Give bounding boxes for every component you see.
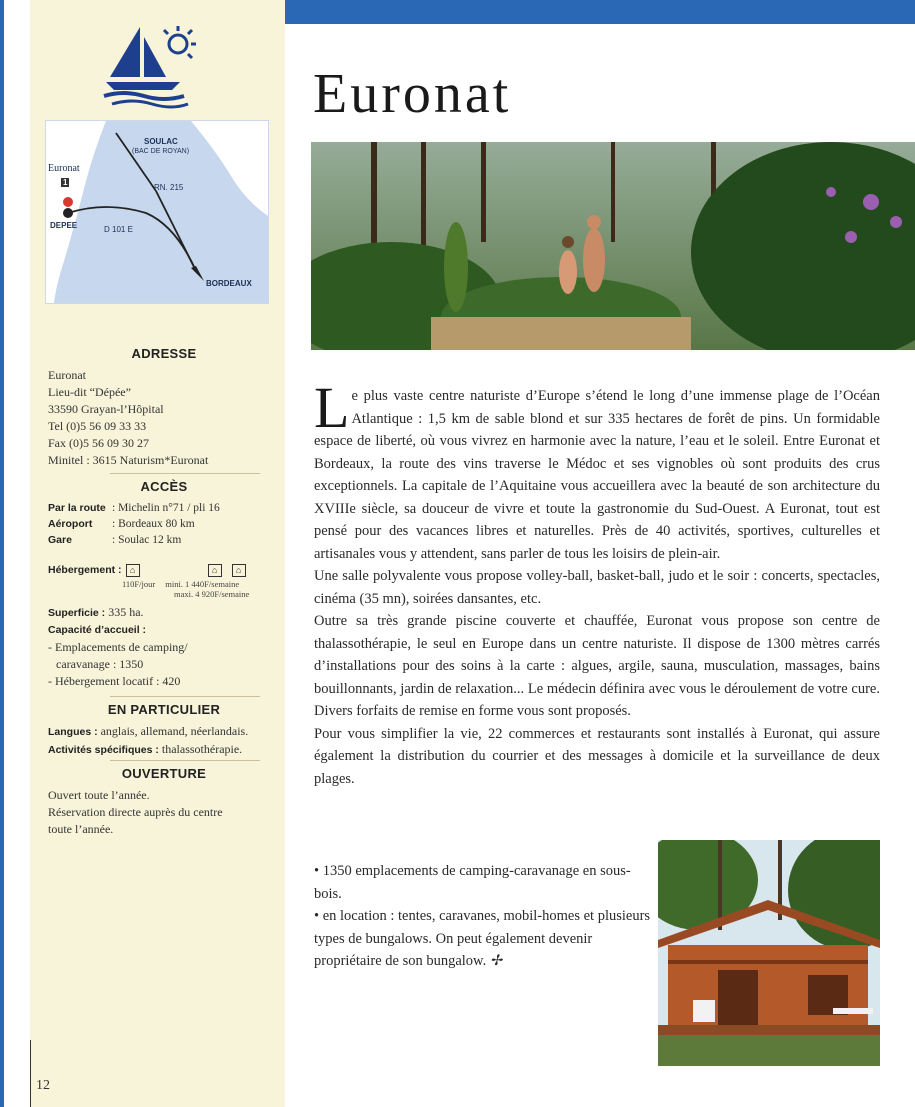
- adresse-line: Lieu-dit “Dépée”: [48, 385, 131, 399]
- particulier-heading: EN PARTICULIER: [107, 702, 221, 717]
- drop-cap: L: [314, 375, 350, 440]
- acces-key: Aéroport: [48, 518, 93, 530]
- adresse-line: Fax (0)5 56 09 30 27: [48, 436, 149, 450]
- adresse-line: Tel (0)5 56 09 33 33: [48, 419, 147, 433]
- ouverture-line: toute l’année.: [48, 822, 114, 836]
- price-weekly-max: maxi. 4 920F/semaine: [174, 589, 250, 599]
- acces-value: : Bordeaux 80 km: [112, 518, 195, 530]
- article-paragraph: Pour vous simplifier la vie, 22 commerces et restaurants sont installés à Euronat, qui assure également la distribution du courrier et des messages à domicile et la surveillance de deux plages.: [314, 725, 880, 787]
- langues-label: Langues :: [48, 726, 98, 738]
- bullet-item: • 1350 emplacements de camping-caravanage en sous-bois.: [314, 863, 631, 902]
- garden-photo: [311, 142, 915, 350]
- langues-value: anglais, allemand, néerlandais.: [100, 724, 249, 738]
- capacite-line: - Hébergement locatif : 420: [48, 674, 181, 688]
- capacite-label: Capacité d’accueil :: [48, 624, 147, 636]
- price-daily: 110F/jour: [122, 579, 156, 589]
- article-paragraph: Outre sa très grande piscine couverte et chauffée, Euronat vous propose son centre de thalassothérapie, le seul en Europe dans un centre naturiste. Il dispose de 1300 mètres carrés d’installations pour des soins à la carte : algues, argile, sauna, musculation, massages, bains bouillonnants, jardin de relaxation... Le médecin définira avec vous le déroulement de votre cure. Divers forfaits de remise en forme vous sont proposés.: [314, 613, 880, 719]
- bullet-text: • en location : tentes, caravanes, mobil-homes et plusieurs types de bungalows. On peut également devenir propriétaire de son bungalow.: [314, 908, 651, 969]
- article-paragraph: e plus vaste centre naturiste d’Europe s’étend le long d’une immense plage de l’Océan Atlantique : 1,5 km de sable blond et sur 335 hectares de forêt de pins. Un formidable espace de liberté, où vous vivrez en harmonie avec la nature, l’eau et le soleil. Entre Euronat et Bordeaux, la route des vins traverse le Médoc et ses vignobles où sont produits des crus exceptionnels. La capitale de l’Aquitaine vous accueillera avec la beauté de son architecture du XVIIIe siècle, sa douceur de vivre et toute la gastronomie du Sud-Ouest. A Euronat, tout est pensé pour des vacances libres et naturelles. Près de 40 activités, sportives, culturelles et artisanales vous y attendent, sans parler de tous les loisirs de plein-air.: [314, 388, 880, 562]
- sailboat-sun-icon: [100, 22, 210, 112]
- acces-value: : Michelin n°71 / pli 16: [112, 502, 220, 514]
- map-label-depee: DEPEE: [50, 221, 78, 230]
- article-paragraph: Une salle polyvalente vous propose volley-ball, basket-ball, judo et le soir : concerts, spectacles, cinéma (35 mn), soirées dansantes, etc.: [314, 568, 880, 607]
- acces-key: Gare: [48, 534, 72, 546]
- activites-label: Activités spécifiques :: [48, 744, 159, 756]
- adresse-line: Euronat: [48, 368, 86, 382]
- map-label-euronat: Euronat: [48, 163, 80, 174]
- acces-heading: ACCÈS: [140, 479, 188, 494]
- section-divider: [110, 473, 260, 474]
- particulier-section: [48, 701, 280, 759]
- adresse-section: [48, 345, 280, 469]
- page-number-rule: [30, 1040, 31, 1107]
- acces-value: : Soulac 12 km: [112, 534, 182, 546]
- ouverture-section: [48, 765, 280, 838]
- main-article: [314, 375, 880, 790]
- section-divider: [110, 760, 260, 761]
- bullet-item: [314, 905, 654, 973]
- acces-key: Par la route: [48, 502, 106, 514]
- adresse-heading: ADRESSE: [131, 346, 197, 361]
- left-edge-stripe: [0, 0, 4, 1107]
- ouverture-heading: OUVERTURE: [121, 766, 207, 781]
- ouverture-line: Réservation directe auprès du centre: [48, 805, 223, 819]
- bungalow-photo: [658, 840, 880, 1066]
- capacity-section: [48, 604, 280, 690]
- map-label-d101e: D 101 E: [104, 225, 133, 234]
- superficie-label: Superficie :: [48, 607, 106, 619]
- activites-value: thalassothérapie.: [161, 742, 243, 756]
- hebergement-label: Hébergement :: [48, 564, 122, 576]
- ornament-icon: ✢: [489, 953, 502, 969]
- adresse-line: 33590 Grayan-l’Hôpital: [48, 402, 164, 416]
- section-divider: [110, 696, 260, 697]
- map-marker-number: 1: [63, 178, 68, 187]
- page-number: 12: [36, 1078, 50, 1093]
- map-label-bordeaux: BORDEAUX: [206, 279, 252, 288]
- superficie-value: 335 ha.: [108, 605, 144, 619]
- adresse-line: Minitel : 3615 Naturism*Euronat: [48, 453, 209, 467]
- bungalow-icon: ⌂: [208, 564, 222, 577]
- bullet-list: [314, 860, 654, 973]
- map-label-rn215: RN. 215: [154, 183, 184, 192]
- page-title: Euronat: [313, 63, 512, 125]
- capacite-line: - Emplacements de camping/: [48, 640, 188, 654]
- location-map: [45, 120, 269, 304]
- ouverture-line: Ouvert toute l’année.: [48, 788, 150, 802]
- chalet-icon: ⌂: [232, 564, 246, 577]
- top-color-bar: [285, 0, 915, 24]
- acces-row: [48, 516, 280, 532]
- hebergement-section: [48, 562, 280, 599]
- capacite-line: caravanage : 1350: [56, 657, 144, 671]
- acces-row: [48, 532, 280, 548]
- map-label-soulac: SOULAC: [144, 137, 178, 146]
- map-label-bac: (BAC DE ROYAN): [132, 148, 190, 155]
- price-weekly-min: mini. 1 440F/semaine: [165, 579, 240, 589]
- tent-icon: ⌂: [126, 564, 140, 577]
- acces-section: [48, 478, 280, 548]
- acces-row: [48, 500, 280, 516]
